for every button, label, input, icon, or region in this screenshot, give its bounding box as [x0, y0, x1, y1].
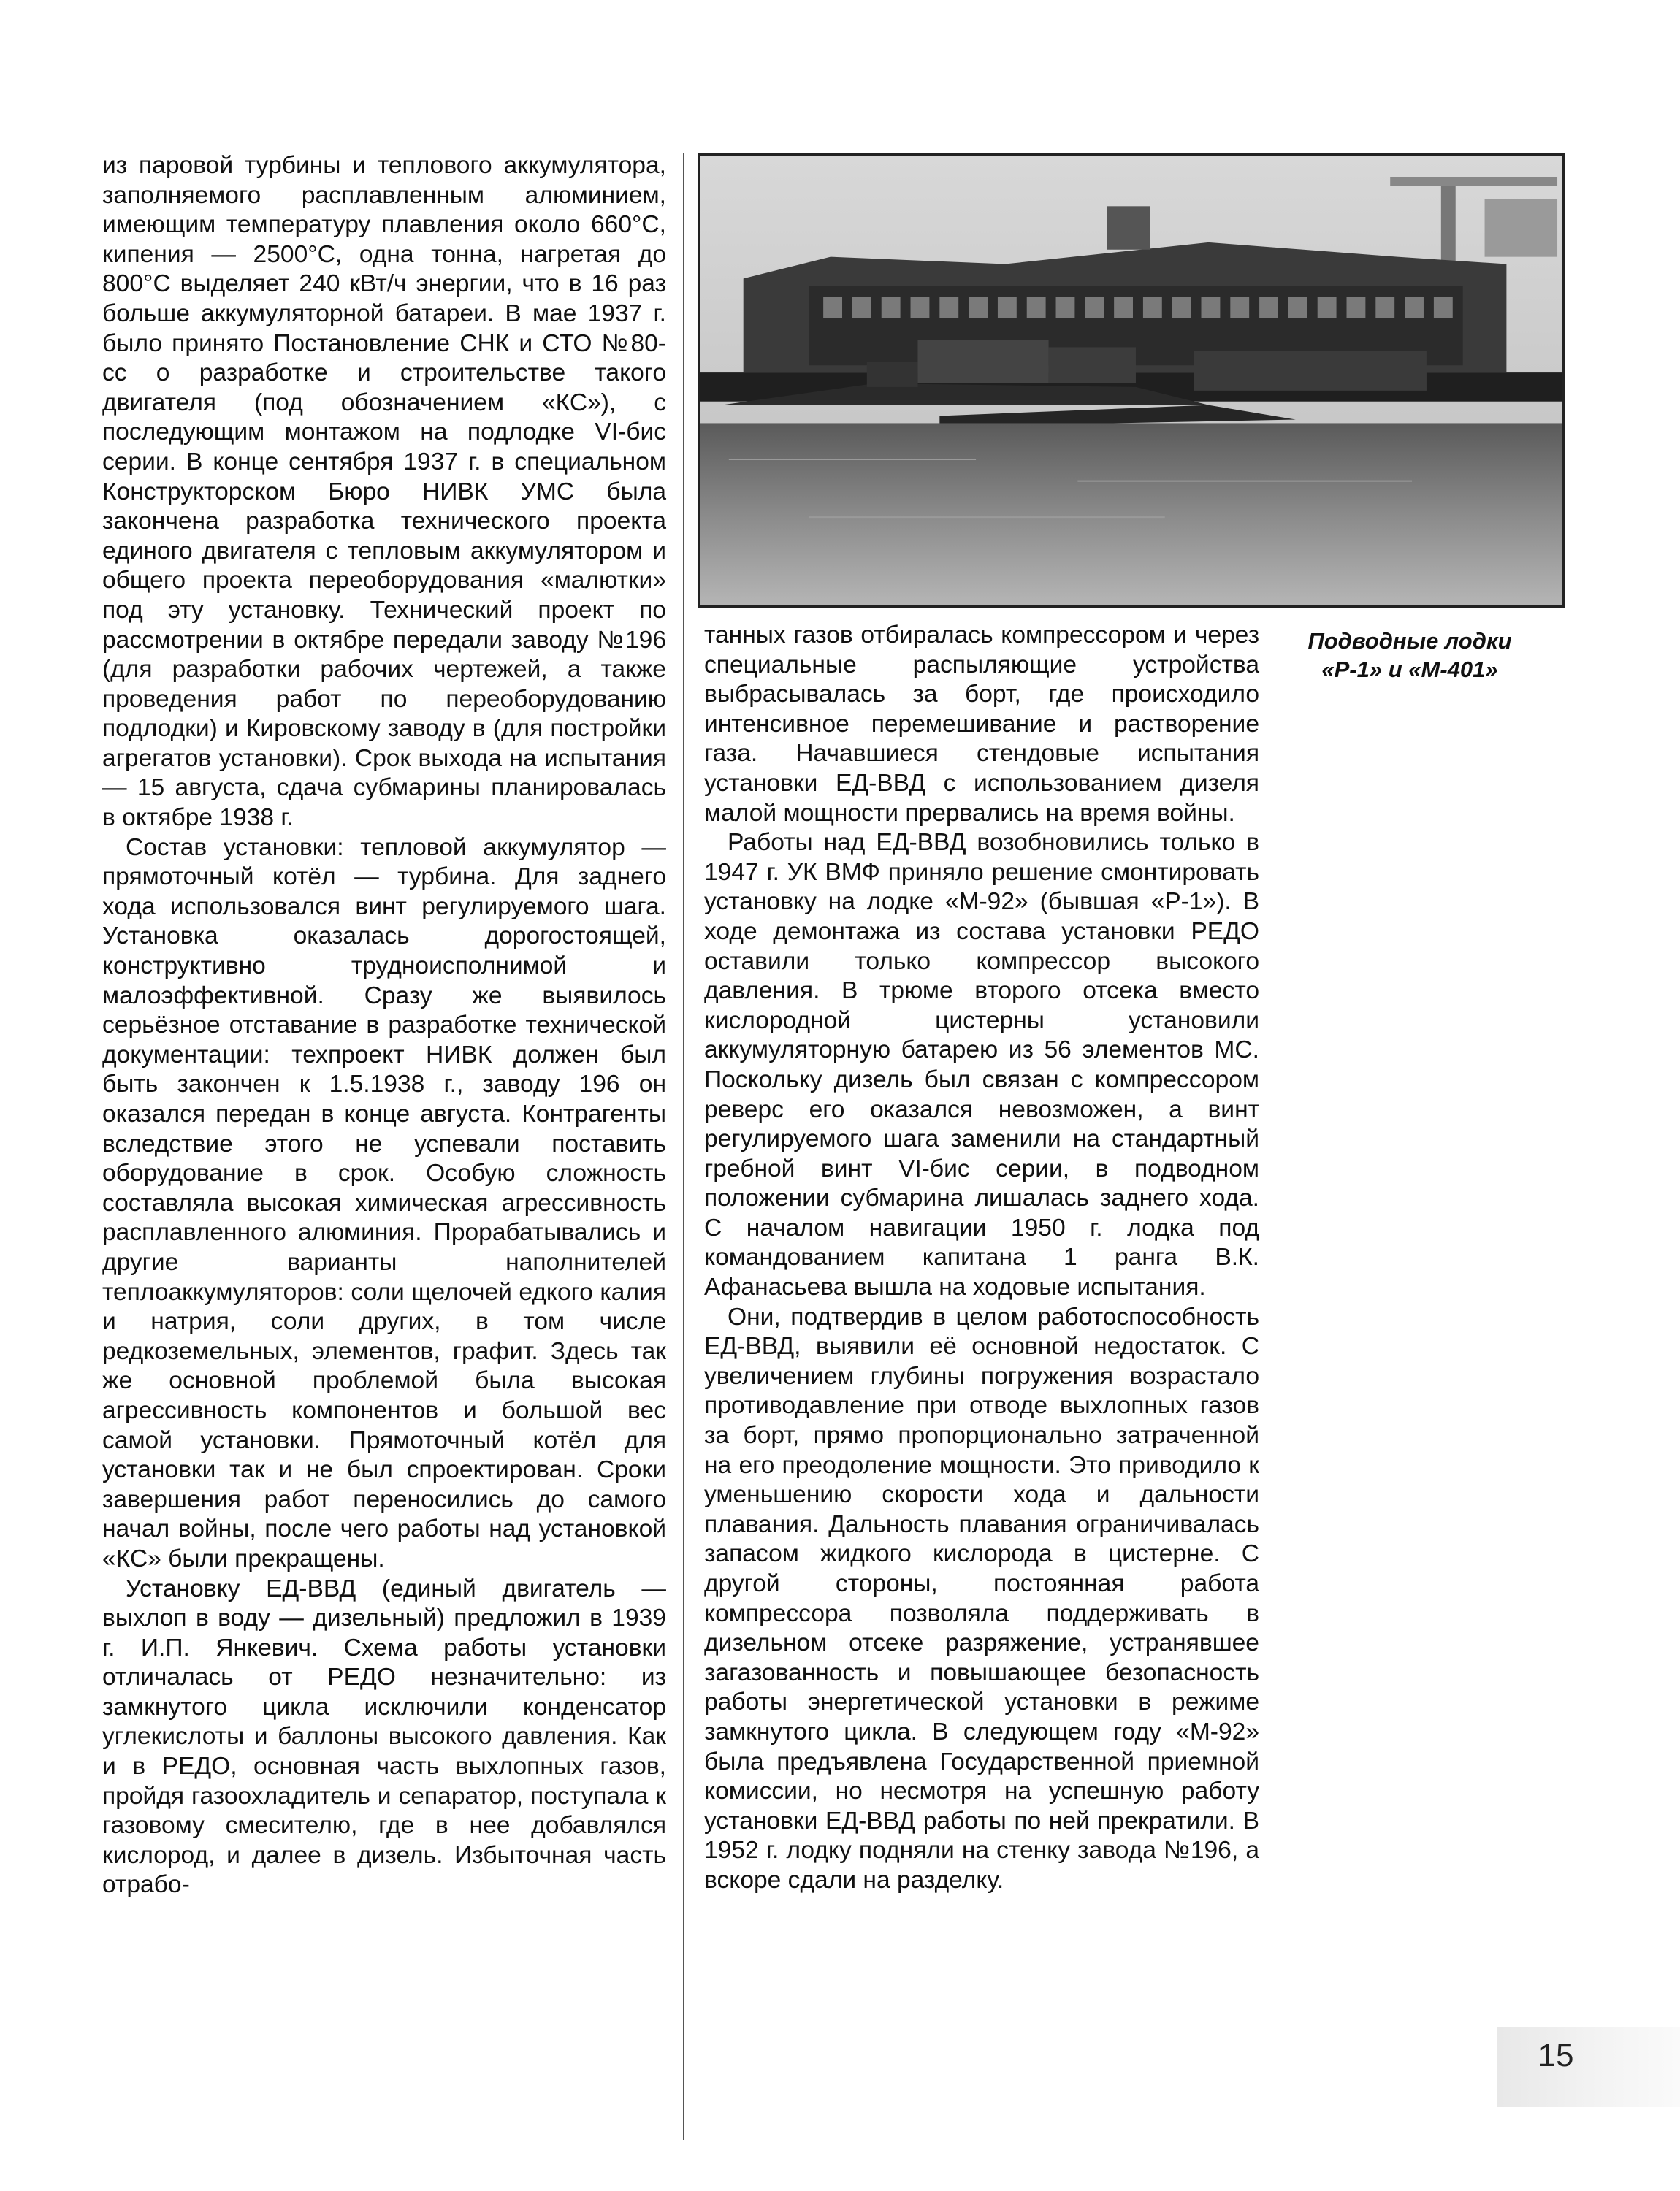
left-text-column	[102, 151, 666, 1900]
caption-line-2: «Р-1» и «М-401»	[1321, 657, 1498, 682]
middle-text-column	[704, 621, 1259, 1896]
submarines-photo	[698, 153, 1565, 608]
photo-caption	[1286, 627, 1534, 684]
caption-line-1: Подводные лодки	[1307, 628, 1512, 654]
left-paragraph-2: Состав установки: тепловой аккумулятор — прямоточный котёл — турбина. Для заднего хода использовался винт регулируемого шага. Установка оказалась дорогостоящей, конструктивно трудноисполнимой и малоэффективной. Сразу же выявилось серьёзное отставание в разработке технической документации: техпроект НИВК должен был быть закончен к 1.5.1938 г., заводу 196 он оказался передан в конце августа. Контрагенты вследствие этого не успевали поставить оборудование в срок. Особую сложность составляла высокая химическая агрессивность расплавленного алюминия. Прорабатывались и другие варианты наполнителей теплоаккумуляторов: соли щелочей едкого калия и натрия, соли других, в том числе редкоземельных, элементов, графит. Здесь так же основной проблемой была высокая агрессивность компонентов и большой вес самой установки. Прямоточный котёл для установки так и не был спроектирован. Сроки завершения работ переносились до самого начал войны, после чего работы над установкой «КС» были прекращены.	[102, 833, 666, 1572]
left-paragraph-1: из паровой турбины и теплового аккумулятора, заполняемого расплавленным алюминием, имеющим температуру плавления около 660°С, кипения — 2500°С, одна тонна, нагретая до 800°С выделяет 240 кВт/ч энергии, что в 16 раз больше аккумуляторной батареи. В мае 1937 г. было принято Постановление СНК и СТО №80-сс о разработке и строительстве такого двигателя (под обозначением «КС»), с последующим монтажом на подлодке VI-бис серии. В конце сентября 1937 г. в специальном Конструкторском Бюро НИВК УМС была закончена разработка технического проекта единого двигателя с тепловым аккумулятором и общего проекта переоборудования «малютки» под эту установку. Технический проект по рассмотрении в октябре передали заводу №196 (для разработки рабочих чертежей, а также проведения работ по переоборудованию подлодки) и Кировскому заводу в (для постройки агрегатов установки). Срок выхода на испытания — 15 августа, сдача субмарины планировалась в октябре 1938 г.	[102, 152, 666, 832]
column-divider	[683, 153, 684, 2140]
left-paragraph-3: Установку ЕД-ВВД (единый двигатель — выхлоп в воду — дизельный) предложил в 1939 г. И.П. Янкевич. Схема работы установки отличалась от РЕДО незначительно: из замкнутого цикла исключили конденсатор углекислоты и баллоны высокого давления. Как и в РЕДО, основная часть выхлопных газов, пройдя газоохладитель и сепаратор, поступала к газовому смесителю, где в нее добавлялся кислород, и далее в дизель. Избыточная часть отрабо-	[102, 1575, 666, 1899]
middle-paragraph-3: Они, подтвердив в целом работоспособность ЕД-ВВД, выявили её основной недостаток. С увеличением глубины погружения возрастало противодавление при отводе выхлопных газов за борт, прямо пропорционально затраченной на его преодоление мощности. Это приводило к уменьшению скорости хода и дальности плавания. Дальность плавания ограничивалась запасом жидкого кислорода в цистерне. С другой стороны, постоянная работа компрессора позволяла поддерживать в дизельном отсеке разряжение, устранявшее загазованность и повышающее безопасность работы энергетической установки в режиме замкнутого цикла. В следующем году «М-92» была предъявлена Государственной приемной комиссии, но несмотря на успешную работу установки ЕД-ВВД работы по ней прекратили. В 1952 г. лодку подняли на стенку завода №196, а вскоре сдали на разделку.	[704, 1303, 1259, 1894]
photo-illustration	[700, 156, 1562, 605]
middle-paragraph-2: Работы над ЕД-ВВД возобновились только в 1947 г. УК ВМФ приняло решение смонтировать установку на лодке «М-92» (бывшая «Р-1»). В ходе демонтажа из состава установки РЕДО оставили только компрессор высокого давления. В трюме второго отсека вместо кислородной цистерны установили аккумуляторную батарею из 56 элементов МС. Поскольку дизель был связан с компрессором реверс его оказался невозможен, а винт регулируемого шага заменили на стандартный гребной винт VI-бис серии, в подводном положении субмарина лишалась заднего хода. С началом навигации 1950 г. лодка под командованием капитана 1 ранга В.К. Афанасьева вышла на ходовые испытания.	[704, 829, 1259, 1301]
page-number: 15	[1538, 2038, 1574, 2073]
middle-paragraph-1: танных газов отбиралась компрессором и через специальные распыляющие устройства выбрасывалась за борт, где происходило интенсивное перемешивание и растворение газа. Начавшиеся стендовые испытания установки ЕД-ВВД с использованием дизеля малой мощности прервались на время войны.	[704, 622, 1259, 827]
